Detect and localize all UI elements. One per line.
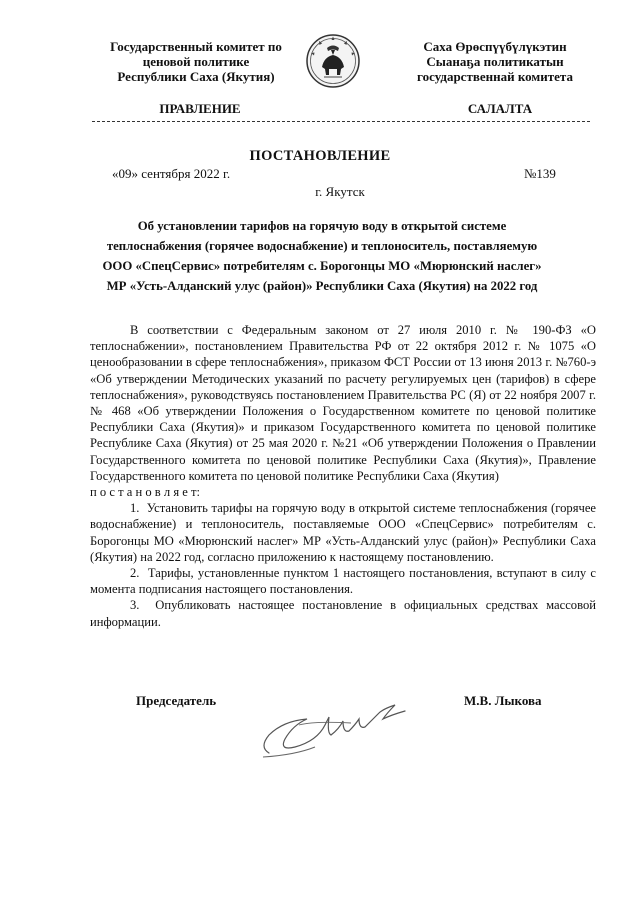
org-name-russian xyxy=(96,39,296,84)
subject-line: теплоснабжения (горячее водоснабжение) и теплоноситель, поставляемую xyxy=(106,239,538,253)
resolves-line: п о с т а н о в л я е т: xyxy=(90,485,201,500)
item-paragraph xyxy=(90,500,596,565)
handwritten-signature xyxy=(255,695,415,765)
org-line: Государственный комитет по xyxy=(110,39,282,54)
subject-line: Об установлении тарифов на горячую воду в открытой системе xyxy=(137,219,507,233)
org-line: Саха Өрөспүүбүлүкэтин xyxy=(423,39,567,54)
item-text: Установить тарифы на горячую воду в открытой системе теплоснабжения (горячее водоснабжение) и теплоноситель, поставляемые ООО «СпецСервис» потребителям с. Борогонцы МО «Мюрюнский наслег» МР «Усть-Алданский улус (район)» Республики Саха (Якутия) на 2022 год, согласно приложению к настоящему постановлению. xyxy=(90,501,597,564)
signatory-name: М.В. Лыкова xyxy=(464,693,542,708)
subject-line: МР «Усть-Алданский улус (район)» Республики Саха (Якутия) на 2022 год xyxy=(106,279,538,293)
item-paragraph xyxy=(90,597,596,629)
document-city: г. Якутск xyxy=(315,184,365,199)
board-label-russian: ПРАВЛЕНИЕ xyxy=(159,101,241,116)
item-number: 3. xyxy=(130,598,140,613)
org-line: Сыанаҕа политикатын xyxy=(426,54,564,69)
org-line: Республики Саха (Якутия) xyxy=(117,69,275,84)
header-divider xyxy=(92,121,590,122)
org-name-yakut xyxy=(395,39,595,84)
item-number: 2. xyxy=(130,566,140,581)
org-line: ценовой политике xyxy=(142,54,250,69)
document-number: №139 xyxy=(524,166,556,181)
org-line: государственнай комитета xyxy=(417,69,573,84)
document-body xyxy=(90,322,596,630)
yakutia-coat-of-arms-icon xyxy=(305,33,361,89)
document-subject xyxy=(96,216,548,296)
signatory-role: Председатель xyxy=(136,693,217,708)
item-text: Тарифы, установленные пунктом 1 настоящего постановления, вступают в силу с момента подписания настоящего постановления. xyxy=(90,566,596,597)
board-label-yakut: САЛАЛТА xyxy=(467,101,533,116)
item-number: 1. xyxy=(130,501,140,516)
subject-line: ООО «СпецСервис» потребителям с. Борогонцы МО «Мюрюнский наслег» xyxy=(102,259,542,273)
document-date: «09» сентября 2022 г. xyxy=(112,166,231,181)
item-paragraph xyxy=(90,565,596,597)
item-text: Опубликовать настоящее постановление в официальных средствах массовой информации. xyxy=(90,598,596,629)
preamble-paragraph: В соответствии с Федеральным законом от 27 июля 2010 г. № 190-ФЗ «О теплоснабжении», постановлением Правительства РФ от 22 октября 2012 г. № 1075 «О ценообразовании в сфере теплоснабжения», приказом ФСТ России от 13 июня 2013 г. №760-э «Об утверждении Методических указаний по расчету регулируемых цен (тарифов) в сфере теплоснабжения», руководствуясь постановлением Правительства РС (Я) от 22 ноября 2007 г. № 468 «Об утверждении Положения о Государственном комитете по ценовой политике Республики Саха (Якутия)» и приказом Государственного комитета по ценовой политике Республике Саха (Якутия) от 25 мая 2020 г. №21 «Об утверждении Положения о Правлении Государственного комитета по ценовой политике Республики Саха (Якутия)», Правление Государственного комитета по ценовой политике Республики Саха (Якутия) xyxy=(90,323,596,483)
document-type: ПОСТАНОВЛЕНИЕ xyxy=(249,148,391,164)
